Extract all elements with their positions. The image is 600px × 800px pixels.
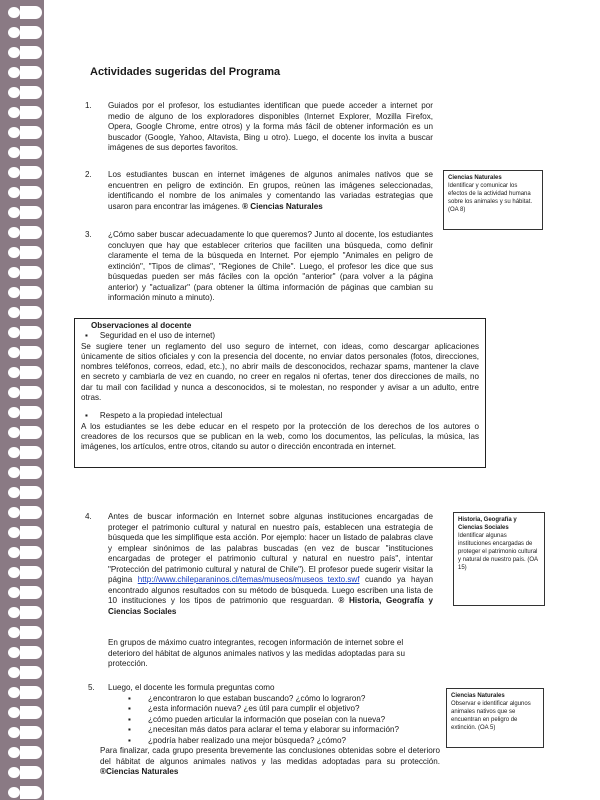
binder-hole	[20, 546, 42, 559]
group-paragraph-text: En grupos de máximo cuatro integrantes, recogen información de internet sobre el deterioro del hábitat de algunos animales nativos y las medidas adoptadas para su protección.	[108, 638, 405, 668]
binder-hole	[20, 46, 42, 59]
binder-hole	[20, 506, 42, 519]
binder-hole	[20, 26, 42, 39]
binder-hole	[20, 186, 42, 199]
binder-hole	[20, 586, 42, 599]
activity-item-3	[85, 230, 435, 310]
binder-hole	[20, 566, 42, 579]
item-number: 2.	[85, 170, 92, 179]
binder-hole	[20, 386, 42, 399]
subject-tag: ® Historia, Geografía y Ciencias Sociales	[108, 596, 433, 616]
binder-hole	[20, 406, 42, 419]
binder-hole	[20, 326, 42, 339]
binder-hole	[20, 366, 42, 379]
binder-strip	[0, 0, 44, 800]
list-item: ▪ ¿podría haber realizado una mejor búsqueda? ¿cómo?	[108, 736, 440, 747]
item-closing-text: Para finalizar, cada grupo presenta brevemente las conclusiones obtenidas sobre el deterioro del hábitat de algunos animales nativos y las medidas adoptadas para su protección.	[100, 746, 440, 766]
binder-hole	[20, 306, 42, 319]
binder-hole	[20, 446, 42, 459]
activity-item-4	[85, 512, 445, 632]
binder-hole	[20, 106, 42, 119]
binder-hole	[20, 686, 42, 699]
item-number: 4.	[85, 512, 92, 521]
binder-hole	[20, 346, 42, 359]
item-number: 5.	[88, 683, 95, 692]
item-closing	[100, 746, 440, 778]
list-item: ▪ ¿esta información nueva? ¿es útil para cumplir el objetivo?	[108, 704, 440, 715]
binder-hole	[20, 706, 42, 719]
binder-hole	[20, 226, 42, 239]
item-intro: Luego, el docente les formula preguntas como	[108, 683, 275, 692]
list-item: ▪ ¿encontraron lo que estaban buscando? ¿cómo lo lograron?	[108, 694, 440, 705]
teacher-observations-box	[74, 318, 486, 468]
observations-subheading-security: ▪ Seguridad en el uso de internet)	[85, 331, 479, 341]
observations-subheading-property: ▪ Respeto a la propiedad intelectual	[85, 411, 479, 421]
list-item: ▪ ¿cómo pueden articular la información que poseían con la nueva?	[108, 715, 440, 726]
observations-paragraph-security: Se sugiere tener un reglamento del uso seguro de internet, con ideas, como descargar aplicaciones únicamente de sitios oficiales y con la presencia del docente, no enviar datos personales (fotos, direcciones, nombres teléfonos, correos, edad, etc.), no abrir mails de desconocidos, rechazar spams, mantener la clave en secreto y cambiarla de vez en cuando, no creer en regalos ni ofertas, tener dos direcciones de mails, no dar tu mail con facilidad y nunca a desconocidos, si te molestan, no responder y avisar a un adulto, entre otras.	[81, 341, 479, 403]
binder-hole	[20, 466, 42, 479]
binder-hole	[20, 86, 42, 99]
objective-box-ciencias	[443, 170, 543, 230]
binder-hole	[20, 426, 42, 439]
objective-subject: Historia, Geografía y Ciencias Sociales	[458, 517, 517, 531]
item-text	[108, 512, 433, 617]
binder-hole	[20, 786, 42, 799]
binder-hole	[20, 166, 42, 179]
binder-hole	[20, 206, 42, 219]
binder-hole	[20, 626, 42, 639]
item-text: Guiados por el profesor, los estudiantes identifican que puede acceder a internet por medio de alguno de los exploradores disponibles (Internet Explorer, Mozilla Firefox, Opera, Google Chrome, entre otros) y la forma más fácil de obtener información es un buscador (Google, Yahoo, Altavista, Bing u otro). Luego, el docente los invita a buscar imágenes de sus deportes favoritos.	[108, 101, 433, 152]
activity-item-2	[85, 170, 435, 220]
binder-hole	[20, 286, 42, 299]
binder-hole	[20, 266, 42, 279]
item-number: 3.	[85, 230, 92, 239]
objective-text: Identificar algunas instituciones encargadas de proteger el patrimonio cultural y natural de nuestro país. (OA 15)	[458, 533, 538, 571]
item-text-continued: cuando ya hayan encontrado algunos resultados con su método de búsqueda. Luego escriben una lista de 10 instituciones y los tipos de patrimonio que resguardan.	[108, 575, 433, 605]
objective-box-ciencias-2	[446, 688, 544, 748]
binder-hole	[20, 726, 42, 739]
item-text-main: Los estudiantes buscan en internet imágenes de algunos animales nativos que se encuentren en peligro de extinción. En grupos, reúnen las imágenes seleccionadas, identificando el nombre de los animales y comentando las variadas estrategias que usaron para encontrar las imágenes.	[108, 170, 433, 211]
binder-hole	[20, 646, 42, 659]
objective-text: Observar e identificar algunos animales nativos que se encuentran en peligro de extinción. (OA 5)	[451, 701, 531, 731]
list-item: ▪ ¿necesitan más datos para aclarar el tema y elaborar su información?	[108, 725, 440, 736]
item-text: ¿Cómo saber buscar adecuadamente lo que queremos? Junto al docente, los estudiantes concluyen que hay que establecer criterios que faciliten una búsqueda, como definir claramente el tema de la búsqueda en Internet. Por ejemplo "Animales en peligro de extinción", "Tipos de climas", "Regiones de Chile". Luego, el profesor les dice que sus búsquedas pueden ser más fáciles con la opción "anterior" (para volver a la página anterior) y "actualizar" (para obtener la última información de páginas que cambian su información minuto a minuto).	[108, 230, 433, 302]
objective-box-historia	[453, 512, 545, 606]
binder-hole	[20, 486, 42, 499]
binder-hole	[20, 666, 42, 679]
binder-hole	[20, 126, 42, 139]
museos-link[interactable]: http://www.chileparaninos.cl/temas/museos/museos_texto.swf	[137, 575, 360, 584]
binder-hole	[20, 66, 42, 79]
binder-hole	[20, 766, 42, 779]
item-text-main: Antes de buscar información en Internet sobre algunas instituciones encargadas de proteger el patrimonio cultural y natural en nuestro país, establecen una estrategia de búsqueda que les simplifique esta acción. Por ejemplo: hacer un listado de palabras clave y emplear sinónimos de las palabras buscadas (en vez de buscar "instituciones encargadas de proteger el patrimonio cultural y natural en nuestro país", intentar "Protección del patrimonio cultural y natural de Chile"). El profesor puede sugerir visitar la página	[108, 512, 433, 584]
question-list	[108, 694, 440, 747]
page-title: Actividades sugeridas del Programa	[90, 66, 281, 78]
item-number: 1.	[85, 101, 92, 110]
binder-hole	[20, 606, 42, 619]
objective-text: Identificar y comunicar los efectos de la actividad humana sobre los animales y su hábitat. (OA 8)	[448, 183, 533, 213]
subject-tag: ® Ciencias Naturales	[242, 201, 323, 211]
binder-hole	[20, 526, 42, 539]
binder-hole	[20, 146, 42, 159]
activity-item-1	[85, 101, 435, 161]
observations-heading: Observaciones al docente	[91, 321, 192, 330]
binder-hole	[20, 246, 42, 259]
item-text	[108, 170, 433, 212]
objective-subject: Ciencias Naturales	[448, 175, 502, 181]
activity-item-5	[88, 683, 458, 793]
document-page	[60, 0, 600, 800]
subject-tag: ®Ciencias Naturales	[100, 767, 179, 776]
objective-subject: Ciencias Naturales	[451, 693, 505, 699]
observations-paragraph-property: A los estudiantes se les debe educar en el respeto por la protección de los derechos de los autores o creadores de los recursos que se publican en la web, como los documentos, las películas, la música, las imágenes, los artículos, entre otros, citando su autor o dirección encontrada en internet.	[81, 421, 479, 452]
binder-hole	[20, 746, 42, 759]
group-paragraph	[85, 638, 445, 674]
item-text	[100, 683, 440, 778]
binder-hole	[20, 6, 42, 19]
